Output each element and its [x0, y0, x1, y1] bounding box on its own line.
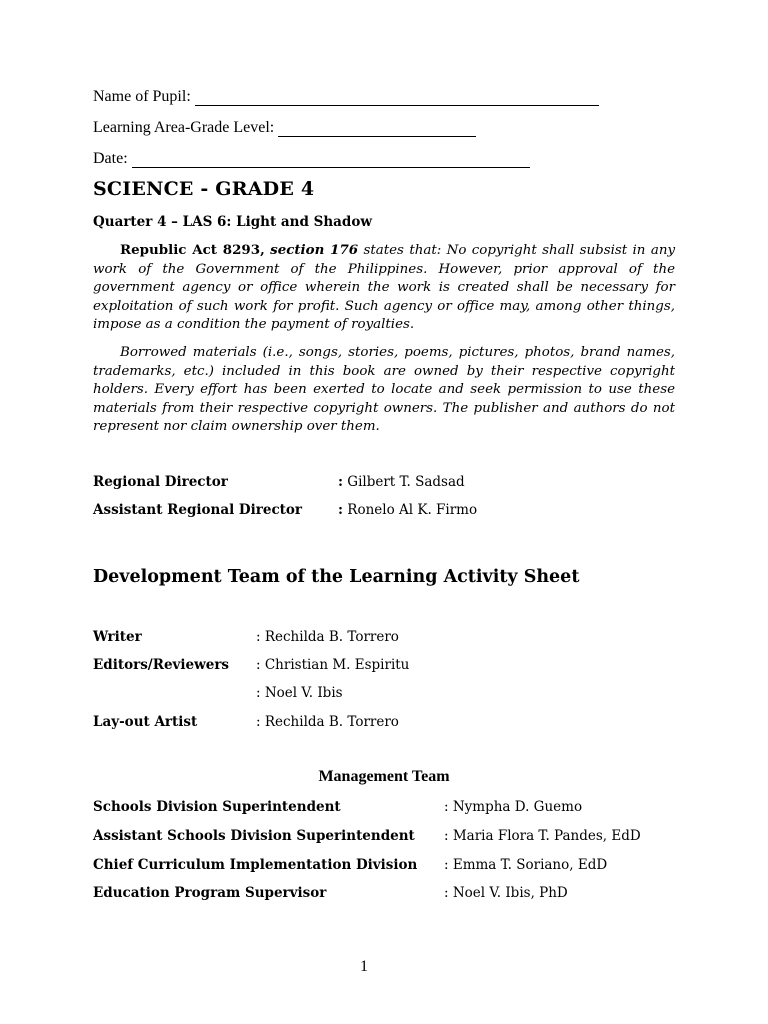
date-field[interactable]	[93, 150, 530, 168]
pupil-name-label: Name of Pupil:	[93, 88, 191, 105]
management-row	[93, 857, 607, 873]
page-subtitle: Quarter 4 – LAS 6: Light and Shadow	[93, 214, 372, 230]
person-name: : Maria Flora T. Pandes, EdD	[444, 828, 641, 844]
learning-area-blank[interactable]	[278, 122, 476, 137]
pupil-name-field[interactable]	[93, 88, 599, 106]
development-team-heading: Development Team of the Learning Activity Sheet	[93, 567, 580, 587]
management-row	[93, 828, 641, 844]
person-name: : Rechilda B. Torrero	[256, 714, 399, 730]
regional-director-row	[93, 474, 465, 490]
dev-team-row	[93, 629, 399, 645]
pupil-name-blank[interactable]	[195, 91, 599, 106]
copyright-act: Republic Act 8293,	[120, 242, 265, 258]
colon: :	[338, 502, 343, 518]
role-label: Education Program Supervisor	[93, 885, 327, 901]
role-label: Assistant Schools Division Superintendent	[93, 828, 415, 844]
person-name: : Emma T. Soriano, EdD	[444, 857, 608, 873]
role-label: Assistant Regional Director	[93, 502, 303, 518]
copyright-text: states that: No copyright shall subsist in any work of the Government of the Philippines. However, prior approval of the government agency or office wherein the work is created shall be necessary for exploitation of such work for profit. Such agency or office may, among other things, impose as a condition the payment of royalties.	[93, 243, 676, 333]
learning-area-field[interactable]	[93, 119, 476, 137]
person-name: Ronelo Al K. Firmo	[347, 502, 478, 518]
dev-team-row	[93, 657, 409, 673]
date-blank[interactable]	[132, 153, 530, 168]
assistant-regional-director-row	[93, 502, 477, 518]
borrowed-paragraph: Borrowed materials (i.e., songs, stories, poems, pictures, photos, brand names, trademarks, etc.) included in this book are owned by their respective copyright holders. Every effort has been exerted to locate and seek permission to use these materials from their respective copyright owners. The publisher and authors do not represent nor claim ownership over them.	[93, 345, 675, 435]
person-name: : Noel V. Ibis, PhD	[444, 885, 568, 901]
role-label: Editors/Reviewers	[93, 657, 230, 673]
page-number: 1	[360, 958, 368, 975]
role-label: Chief Curriculum Implementation Division	[93, 857, 418, 873]
management-row	[93, 885, 568, 901]
management-row	[93, 799, 582, 815]
person-name: Gilbert T. Sadsad	[347, 474, 465, 490]
dev-team-row	[93, 685, 343, 701]
management-team-heading: Management Team	[318, 768, 450, 785]
role-label: Schools Division Superintendent	[93, 799, 341, 815]
person-name: : Christian M. Espiritu	[256, 657, 410, 673]
dev-team-row	[93, 714, 399, 730]
role-label: Regional Director	[93, 474, 228, 490]
colon: :	[338, 474, 343, 490]
copyright-section: section 176	[270, 242, 359, 258]
person-name: : Rechilda B. Torrero	[256, 629, 399, 645]
person-name: : Noel V. Ibis	[256, 685, 343, 701]
page-title: SCIENCE - GRADE 4	[93, 178, 315, 200]
copyright-paragraph	[93, 241, 675, 335]
person-name: : Nympha D. Guemo	[444, 799, 583, 815]
learning-area-label: Learning Area-Grade Level:	[93, 119, 275, 136]
role-label: Lay-out Artist	[93, 714, 198, 730]
role-label: Writer	[93, 629, 142, 645]
date-label: Date:	[93, 150, 128, 167]
